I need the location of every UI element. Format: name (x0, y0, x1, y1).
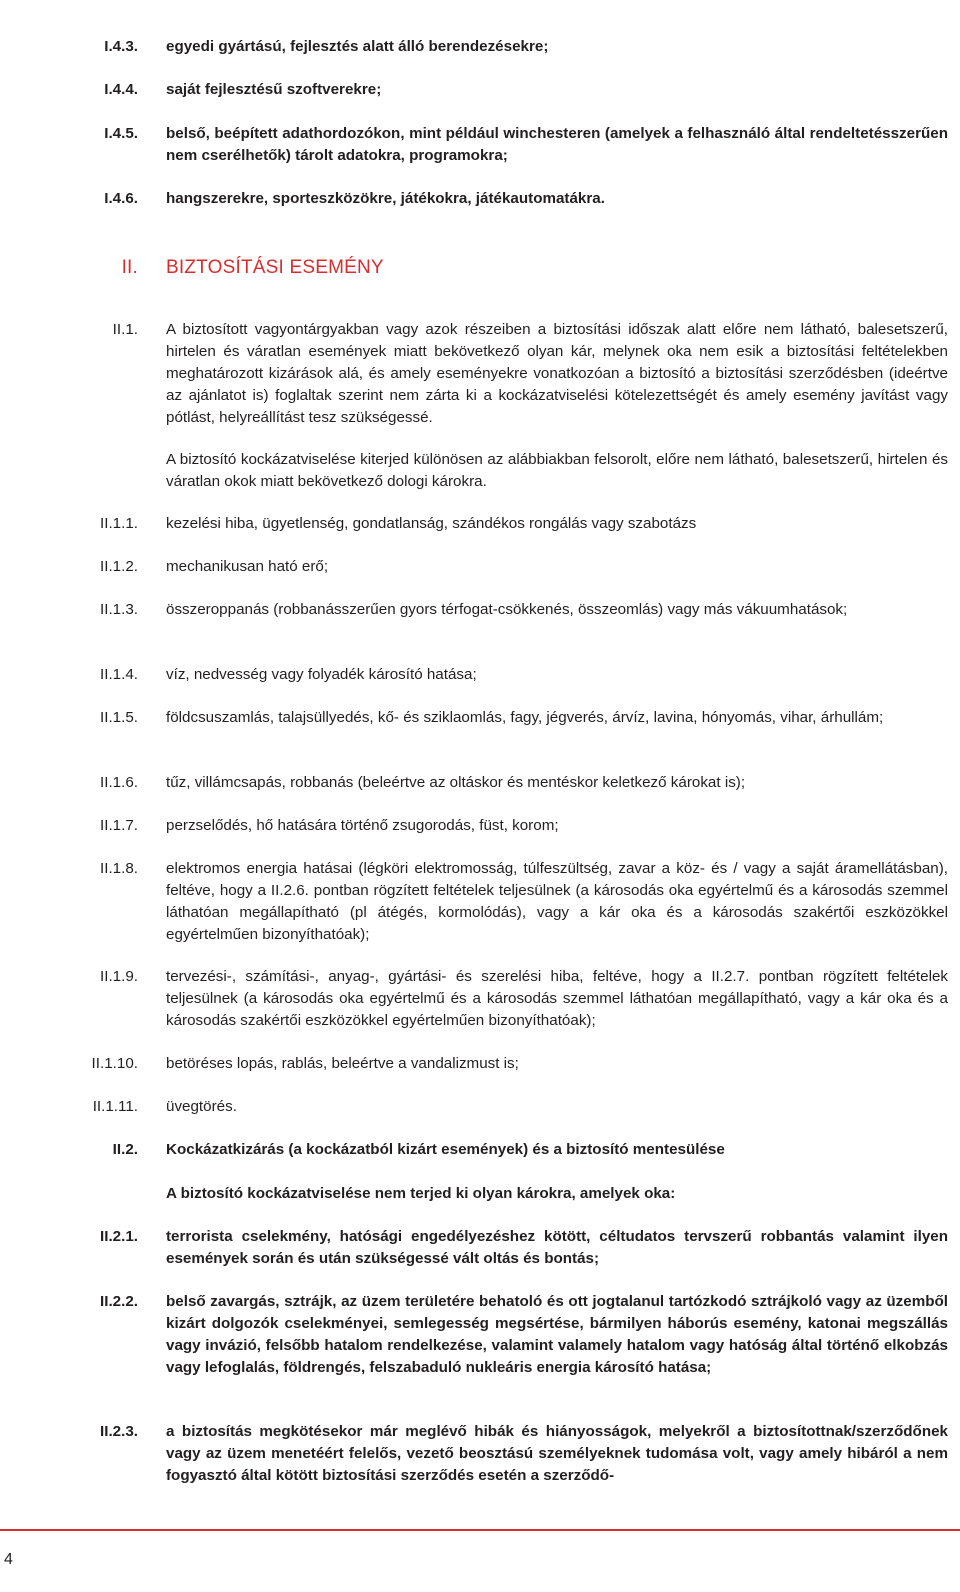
item-number: I.4.4. (104, 81, 138, 98)
clause-paragraph: A biztosított vagyontárgyakban vagy azok részeiben a biztosítási időszak alatt előre nem látható, balesetszerű, hirtelen és váratlan események miatt bekövetkező olyan kár, melynek oka nem esik a biztosítási feltételekben meghatározott kizárások alá, és amely eseményekre vonatkozóan a biztosító a biztosítási szerződésben (ideértve az ajánlatot is) foglaltak szerint nem zárta ki a kockázatviselési kötelezettségét és amely esemény javítást vagy pótlást, helyreállítást tesz szükségessé. (166, 321, 948, 426)
item-text: víz, nedvesség vagy folyadék károsító hatása; (166, 666, 477, 683)
item-text: a biztosítás megkötésekor már meglévő hibák és hiányosságok, melyekről a biztosítottnak/szerződőnek vagy az üzem menetéért felelős, vezető beosztású személyeknek tudomása volt, vagy amely hibáról a nem fogyasztó által kötött biztosítási szerződés esetén a szerződő- (166, 1423, 948, 1484)
item-number: I.4.6. (104, 190, 138, 207)
page-number: 4 (4, 1551, 13, 1568)
item-number: II.2.3. (100, 1423, 138, 1440)
item-text: hangszerekre, sporteszközökre, játékokra, játékautomatákra. (166, 190, 605, 207)
item-text: üvegtörés. (166, 1098, 237, 1115)
item-number: II.2.2. (100, 1293, 138, 1310)
item-text: kezelési hiba, ügyetlenség, gondatlanság, szándékos rongálás vagy szabotázs (166, 515, 697, 532)
section-number: II. (121, 257, 138, 278)
item-number: I.4.5. (104, 125, 138, 142)
item-text: perzselődés, hő hatására történő zsugorodás, füst, korom; (166, 817, 559, 834)
item-text: saját fejlesztésű szoftverekre; (166, 81, 382, 98)
item-text: betöréses lopás, rablás, beleértve a vandalizmust is; (166, 1055, 519, 1072)
item-number: II.1.7. (100, 817, 138, 834)
item-text: belső zavargás, sztrájk, az üzem területére behatoló és ott jogtalanul tartózkodó sztrájkoló vagy az üzemből kizárt dolgozók cselekményei, semlegesség megsértése, bármilyen háborús esemény, katonai megszállás vagy invázió, felsőbb hatalom rendelkezése, valamint valamely hatalom vagy hatóság által történő elkobzás vagy lefoglalás, földrengés, felszabaduló nukleáris energia károsító hatása; (166, 1293, 948, 1376)
item-number: II.1.10. (91, 1055, 138, 1072)
item-number: II.1.9. (100, 968, 138, 985)
item-text: mechanikusan ható erő; (166, 558, 329, 575)
clause-title: Kockázatkizárás (a kockázatból kizárt események) és a biztosító mentesülése (166, 1141, 725, 1158)
item-number: II.2.1. (100, 1228, 138, 1245)
clause-paragraph: A biztosító kockázatviselése kiterjed különösen az alábbiakban felsorolt, előre nem látható, balesetszerű, hirtelen és váratlan okok miatt bekövetkező dologi károkra. (166, 451, 948, 490)
item-text: terrorista cselekmény, hatósági engedélyezéshez kötött, céltudatos tervszerű robbantás valamint ilyen események során és után szükségessé vált oltás és bontás; (166, 1228, 948, 1267)
item-text: belső, beépített adathordozókon, mint például winchesteren (amelyek a felhasználó által rendeltetésszerűen nem cserélhetők) tárolt adatokra, programokra; (166, 125, 948, 164)
item-number: II.1.3. (100, 601, 138, 618)
item-number: II.1.8. (100, 860, 138, 877)
item-text: tűz, villámcsapás, robbanás (beleértve az oltáskor és mentéskor keletkező károkat is); (166, 774, 746, 791)
item-text: földcsuszamlás, talajsüllyedés, kő- és sziklaomlás, fagy, jégverés, árvíz, lavina, hónyomás, vihar, árhullám; (166, 709, 884, 726)
item-number: I.4.3. (104, 38, 138, 55)
clause-number: II.1. (112, 321, 138, 338)
item-text: egyedi gyártású, fejlesztés alatt álló berendezésekre; (166, 38, 549, 55)
item-number: II.1.2. (100, 558, 138, 575)
item-number: II.1.6. (100, 774, 138, 791)
footer-rule (0, 1529, 960, 1531)
clause-number: II.2. (112, 1141, 138, 1158)
item-number: II.1.11. (92, 1098, 138, 1115)
clause-intro: A biztosító kockázatviselése nem terjed ki olyan károkra, amelyek oka: (166, 1185, 676, 1202)
item-number: II.1.1. (100, 515, 138, 532)
item-text: tervezési-, számítási-, anyag-, gyártási- és szerelési hiba, feltéve, hogy a II.2.7. pontban rögzített feltételek teljesülnek (a károsodás oka egyértelmű és a károsodás szemmel láthatóan megállapítható, vagy a kár oka és a károsodás szakértői eszközökkel egyértelműen bizonyíthatóak); (166, 968, 948, 1029)
item-number: II.1.4. (100, 666, 138, 683)
item-text: összeroppanás (robbanásszerűen gyors térfogat-csökkenés, összeomlás) vagy más vákuumhatások; (166, 601, 848, 618)
item-text: elektromos energia hatásai (légköri elektromosság, túlfeszültség, zavar a köz- és / vagy a saját áramellátásban), feltéve, hogy a II.2.6. pontban rögzített feltételek teljesülnek (a károsodás oka egyértelmű és a károsodás szemmel láthatóan megállapítható (pl átégés, kormolódás), vagy a kár oka és a károsodás szakértői eszközökkel egyértelműen bizonyíthatóak); (166, 860, 948, 943)
item-number: II.1.5. (100, 709, 138, 726)
section-title: BIZTOSÍTÁSI ESEMÉNY (166, 257, 384, 278)
